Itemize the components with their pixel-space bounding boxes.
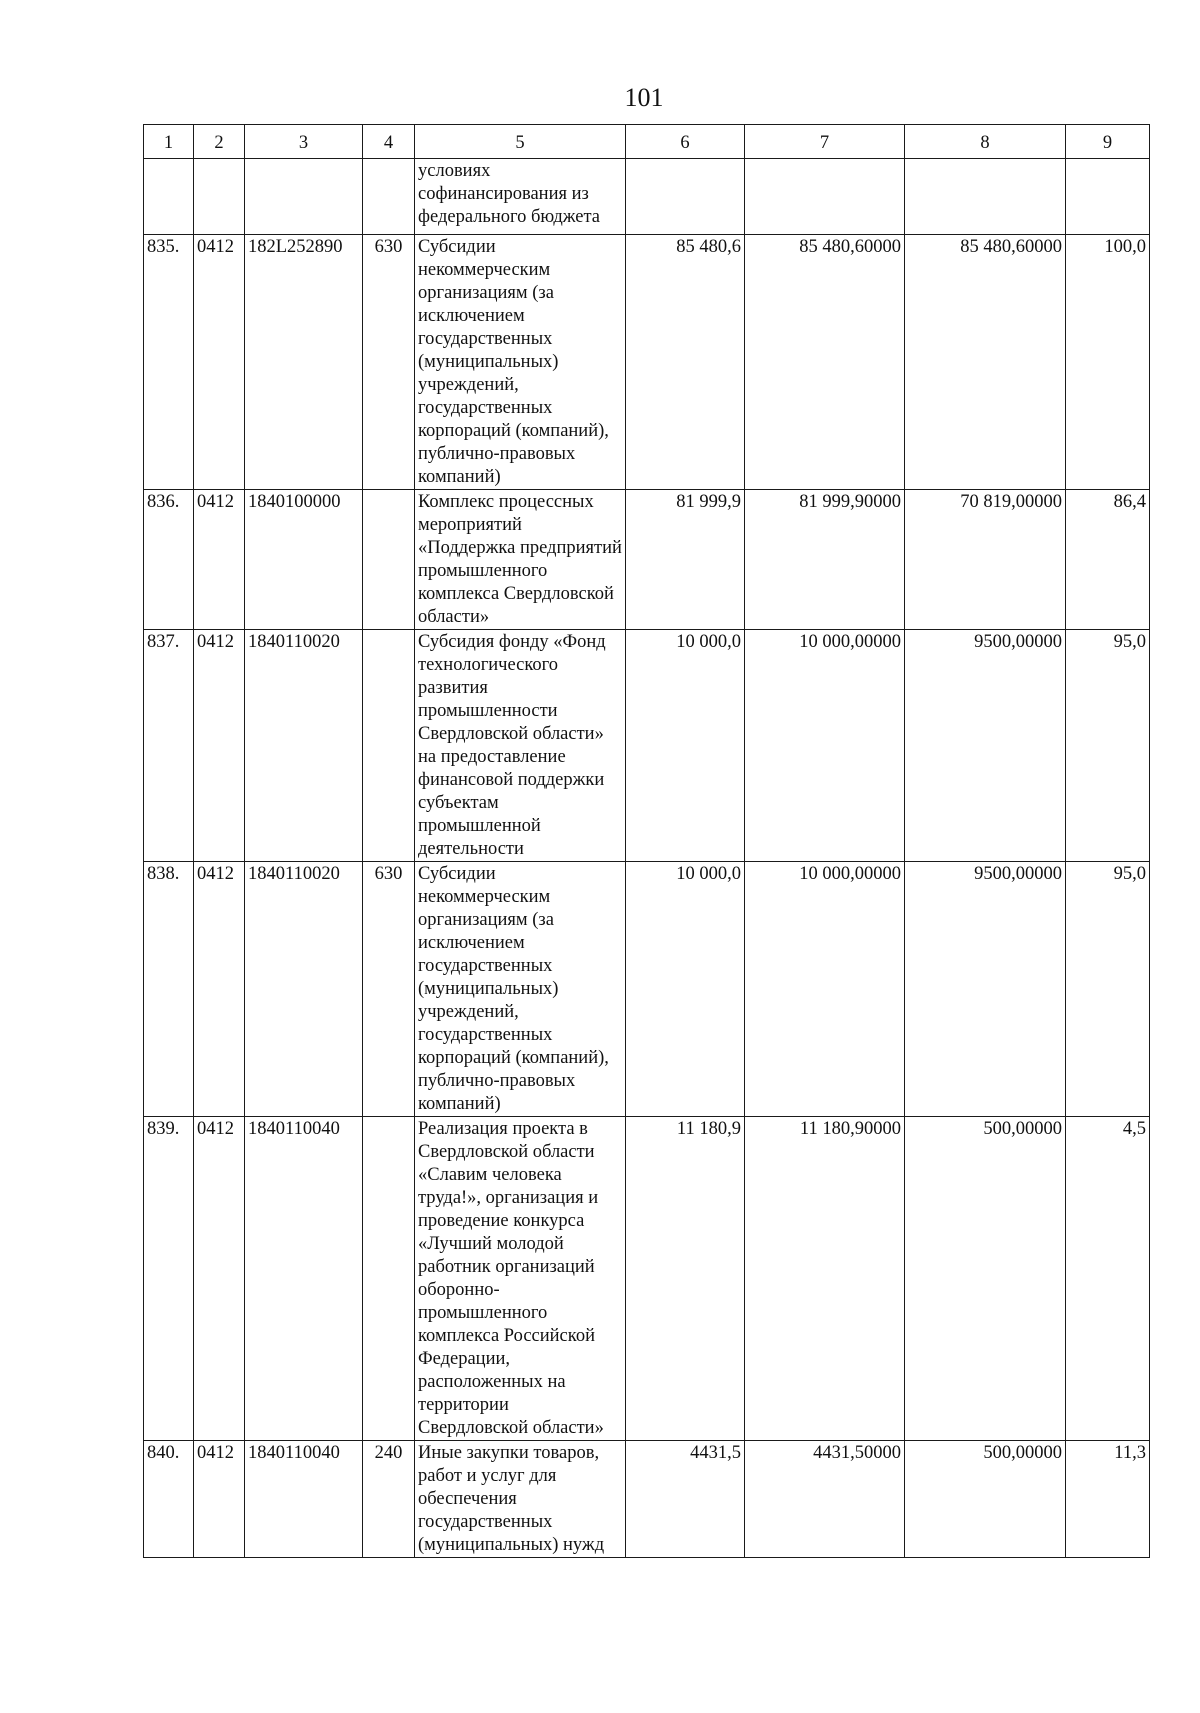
approved-amount: 10 000,0 [626, 862, 745, 1117]
expense-type-code [363, 159, 415, 235]
table-row [144, 235, 1150, 490]
approved-amount: 81 999,9 [626, 490, 745, 630]
approved-amount [626, 159, 745, 235]
execution-percent: 11,3 [1066, 1441, 1150, 1558]
row-number: 840. [144, 1441, 194, 1558]
item-name: Субсидии некоммерческим организациям (за исключением государственных (муниципальных) учреждений, государственных корпораций (компаний), публично-правовых компаний) [415, 862, 626, 1117]
planned-amount: 81 999,90000 [745, 490, 905, 630]
header-col-6: 6 [626, 125, 745, 159]
expense-type-code [363, 1117, 415, 1441]
row-number: 836. [144, 490, 194, 630]
item-name: Комплекс процессных мероприятий «Поддержка предприятий промышленного комплекса Свердловской области» [415, 490, 626, 630]
expense-type-code: 630 [363, 862, 415, 1117]
continuation-row [144, 159, 1150, 235]
table-row [144, 1441, 1150, 1558]
header-col-5: 5 [415, 125, 626, 159]
header-col-4: 4 [363, 125, 415, 159]
table-row [144, 630, 1150, 862]
item-name: Субсидия фонду «Фонд технологического развития промышленности Свердловской области» на предоставление финансовой поддержки субъектам промышленной деятельности [415, 630, 626, 862]
header-col-3: 3 [245, 125, 363, 159]
target-code: 182L252890 [245, 235, 363, 490]
header-col-7: 7 [745, 125, 905, 159]
section-code: 0412 [194, 630, 245, 862]
executed-amount: 9500,00000 [905, 862, 1066, 1117]
planned-amount: 85 480,60000 [745, 235, 905, 490]
item-name: Иные закупки товаров, работ и услуг для обеспечения государственных (муниципальных) нужд [415, 1441, 626, 1558]
item-name: Реализация проекта в Свердловской области «Славим человека труда!», организация и проведение конкурса «Лучший молодой работник организаций оборонно-промышленного комплекса Российской Федерации, расположенных на территории Свердловской области» [415, 1117, 626, 1441]
table-row [144, 862, 1150, 1117]
header-col-9: 9 [1066, 125, 1150, 159]
row-number: 837. [144, 630, 194, 862]
approved-amount: 85 480,6 [626, 235, 745, 490]
target-code: 1840100000 [245, 490, 363, 630]
execution-percent: 86,4 [1066, 490, 1150, 630]
executed-amount: 500,00000 [905, 1117, 1066, 1441]
row-number: 839. [144, 1117, 194, 1441]
section-code: 0412 [194, 862, 245, 1117]
section-code [194, 159, 245, 235]
table-header-row [144, 125, 1150, 159]
target-code: 1840110020 [245, 630, 363, 862]
header-col-2: 2 [194, 125, 245, 159]
expense-type-code: 630 [363, 235, 415, 490]
executed-amount: 500,00000 [905, 1441, 1066, 1558]
executed-amount: 70 819,00000 [905, 490, 1066, 630]
table-row [144, 490, 1150, 630]
executed-amount [905, 159, 1066, 235]
row-number: 838. [144, 862, 194, 1117]
section-code: 0412 [194, 490, 245, 630]
execution-percent: 95,0 [1066, 862, 1150, 1117]
section-code: 0412 [194, 235, 245, 490]
item-name: Субсидии некоммерческим организациям (за исключением государственных (муниципальных) учреждений, государственных корпораций (компаний), публично-правовых компаний) [415, 235, 626, 490]
row-number: 835. [144, 235, 194, 490]
execution-percent [1066, 159, 1150, 235]
header-col-1: 1 [144, 125, 194, 159]
item-name: условиях софинансирования из федерального бюджета [415, 159, 626, 235]
section-code: 0412 [194, 1441, 245, 1558]
executed-amount: 9500,00000 [905, 630, 1066, 862]
planned-amount: 10 000,00000 [745, 862, 905, 1117]
executed-amount: 85 480,60000 [905, 235, 1066, 490]
planned-amount [745, 159, 905, 235]
planned-amount: 11 180,90000 [745, 1117, 905, 1441]
execution-percent: 100,0 [1066, 235, 1150, 490]
table-row [144, 1117, 1150, 1441]
row-number [144, 159, 194, 235]
expense-type-code [363, 630, 415, 862]
planned-amount: 4431,50000 [745, 1441, 905, 1558]
execution-percent: 95,0 [1066, 630, 1150, 862]
approved-amount: 4431,5 [626, 1441, 745, 1558]
header-col-8: 8 [905, 125, 1066, 159]
expense-type-code: 240 [363, 1441, 415, 1558]
target-code [245, 159, 363, 235]
budget-table [143, 124, 1150, 1558]
execution-percent: 4,5 [1066, 1117, 1150, 1441]
target-code: 1840110040 [245, 1441, 363, 1558]
target-code: 1840110040 [245, 1117, 363, 1441]
expense-type-code [363, 490, 415, 630]
approved-amount: 11 180,9 [626, 1117, 745, 1441]
target-code: 1840110020 [245, 862, 363, 1117]
page-number: 101 [624, 83, 664, 112]
section-code: 0412 [194, 1117, 245, 1441]
planned-amount: 10 000,00000 [745, 630, 905, 862]
approved-amount: 10 000,0 [626, 630, 745, 862]
